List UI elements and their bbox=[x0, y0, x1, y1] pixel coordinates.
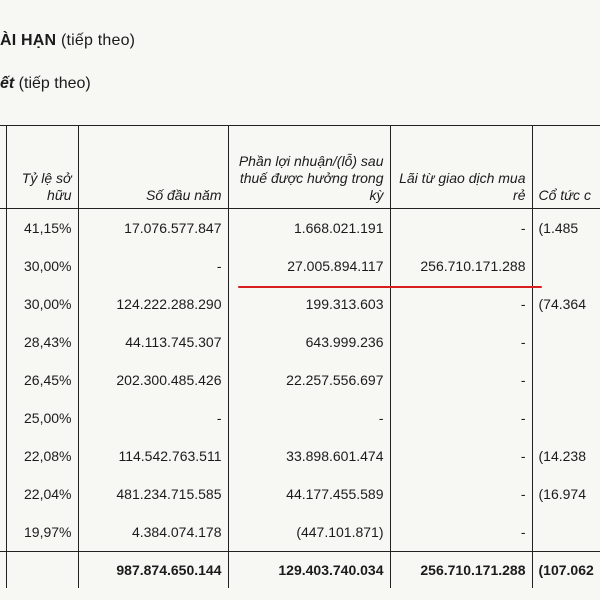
header-ownership-ratio: Tỷ lệ sở hữu bbox=[6, 126, 78, 209]
header-dividends: Cổ tức c bbox=[532, 126, 600, 209]
cell-bargain-purchase-gain: - bbox=[390, 361, 532, 399]
table-row bbox=[0, 209, 600, 248]
cell-dividends: (16.974 bbox=[532, 475, 600, 513]
cell-opening-balance: - bbox=[78, 247, 228, 285]
subsection-title-rest: (tiếp theo) bbox=[14, 75, 91, 92]
cell-bargain-purchase-gain: - bbox=[390, 285, 532, 323]
cell-ownership-ratio: 28,43% bbox=[6, 323, 78, 361]
cell-bargain-purchase-gain: - bbox=[390, 513, 532, 552]
section-title bbox=[0, 32, 135, 50]
cell-ownership-ratio: 22,04% bbox=[6, 475, 78, 513]
cell-dividends bbox=[532, 247, 600, 285]
red-highlight-underline bbox=[238, 286, 542, 288]
cell-ownership-ratio bbox=[6, 552, 78, 589]
table-row bbox=[0, 475, 600, 513]
cell-opening-balance: 124.222.288.290 bbox=[78, 285, 228, 323]
cell-share-of-profit: 44.177.455.589 bbox=[228, 475, 390, 513]
cell-ownership-ratio: 30,00% bbox=[6, 285, 78, 323]
table-row bbox=[0, 285, 600, 323]
cell-ownership-ratio: 25,00% bbox=[6, 399, 78, 437]
cell-share-of-profit: 33.898.601.474 bbox=[228, 437, 390, 475]
header-share-of-profit: Phần lợi nhuận/(lỗ) sau thuế được hưởng trong kỳ bbox=[228, 126, 390, 209]
cell-ownership-ratio: 22,08% bbox=[6, 437, 78, 475]
section-title-rest: (tiếp theo) bbox=[56, 32, 136, 49]
header-opening-balance: Số đầu năm bbox=[78, 126, 228, 209]
cell-share-of-profit: 199.313.603 bbox=[228, 285, 390, 323]
cell-ownership-ratio: 26,45% bbox=[6, 361, 78, 399]
cell-dividends: (107.062 bbox=[532, 552, 600, 589]
table-row bbox=[0, 399, 600, 437]
cell-dividends: (14.238 bbox=[532, 437, 600, 475]
cell-ownership-ratio: 19,97% bbox=[6, 513, 78, 552]
section-title-bold: ÀI HẠN bbox=[0, 32, 57, 49]
cell-opening-balance: 202.300.485.426 bbox=[78, 361, 228, 399]
table-row bbox=[0, 323, 600, 361]
cell-dividends: (1.485 bbox=[532, 209, 600, 248]
cell-dividends bbox=[532, 513, 600, 552]
cell-opening-balance: 481.234.715.585 bbox=[78, 475, 228, 513]
cell-share-of-profit: 643.999.236 bbox=[228, 323, 390, 361]
table-row bbox=[0, 513, 600, 552]
cell-ownership-ratio: 30,00% bbox=[6, 247, 78, 285]
subsection-title-bold: ết bbox=[0, 75, 15, 92]
cell-share-of-profit: (447.101.871) bbox=[228, 513, 390, 552]
subsection-title bbox=[0, 75, 91, 93]
total-row bbox=[0, 552, 600, 589]
cell-dividends bbox=[532, 361, 600, 399]
cell-ownership-ratio: 41,15% bbox=[6, 209, 78, 248]
table-row bbox=[0, 247, 600, 285]
table-row bbox=[0, 437, 600, 475]
cell-opening-balance: 4.384.074.178 bbox=[78, 513, 228, 552]
cell-bargain-purchase-gain: - bbox=[390, 437, 532, 475]
investment-table bbox=[0, 125, 600, 588]
cell-opening-balance: 987.874.650.144 bbox=[78, 552, 228, 589]
cell-share-of-profit: 22.257.556.697 bbox=[228, 361, 390, 399]
cell-bargain-purchase-gain: - bbox=[390, 399, 532, 437]
header-bargain-purchase-gain: Lãi từ giao dịch mua rẻ bbox=[390, 126, 532, 209]
cell-bargain-purchase-gain: - bbox=[390, 475, 532, 513]
cell-dividends bbox=[532, 323, 600, 361]
cell-bargain-purchase-gain: - bbox=[390, 209, 532, 248]
cell-share-of-profit: 1.668.021.191 bbox=[228, 209, 390, 248]
cell-share-of-profit: - bbox=[228, 399, 390, 437]
cell-opening-balance: 17.076.577.847 bbox=[78, 209, 228, 248]
cell-share-of-profit: 129.403.740.034 bbox=[228, 552, 390, 589]
cell-bargain-purchase-gain: 256.710.171.288 bbox=[390, 247, 532, 285]
table-row bbox=[0, 361, 600, 399]
cell-dividends: (74.364 bbox=[532, 285, 600, 323]
investment-table-container bbox=[0, 125, 600, 595]
cell-share-of-profit: 27.005.894.117 bbox=[228, 247, 390, 285]
cell-dividends bbox=[532, 399, 600, 437]
cell-opening-balance: 114.542.763.511 bbox=[78, 437, 228, 475]
cell-bargain-purchase-gain: - bbox=[390, 323, 532, 361]
cell-bargain-purchase-gain: 256.710.171.288 bbox=[390, 552, 532, 589]
header-row bbox=[0, 126, 600, 209]
cell-opening-balance: 44.113.745.307 bbox=[78, 323, 228, 361]
cell-opening-balance: - bbox=[78, 399, 228, 437]
